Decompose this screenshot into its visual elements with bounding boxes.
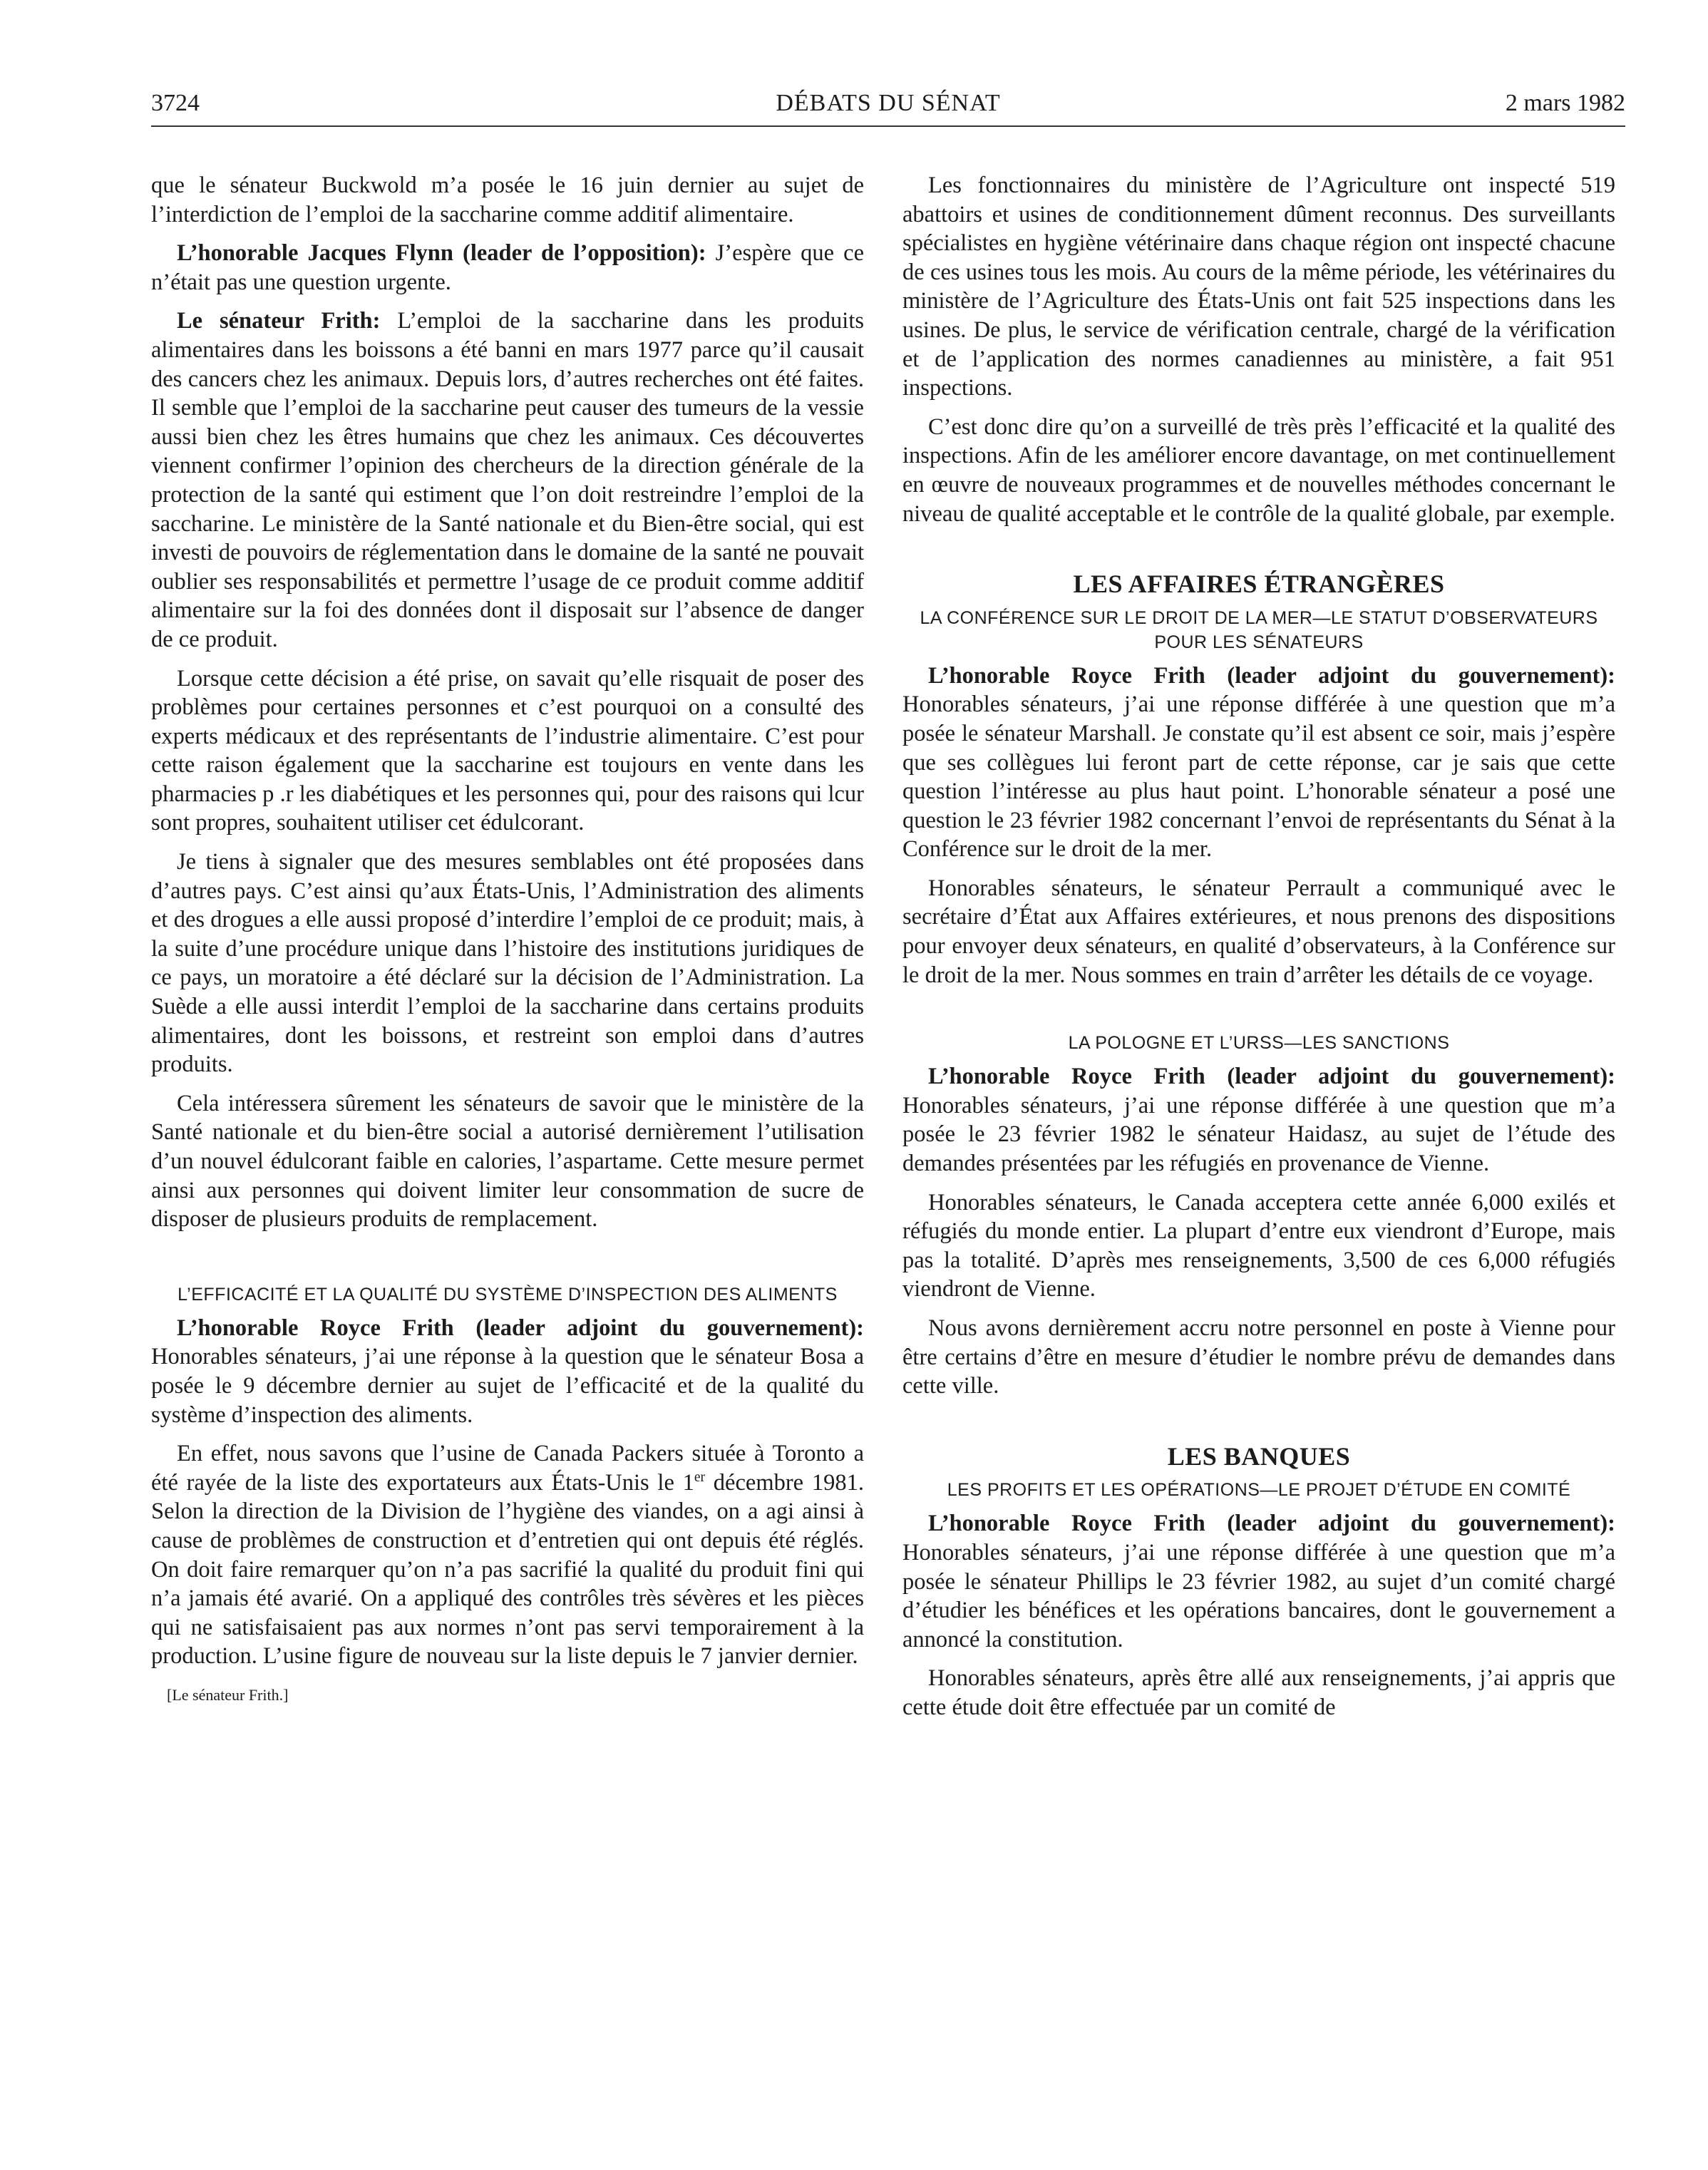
speaker-name: L’honorable Royce Frith (leader adjoint du gouvernement): (177, 1315, 864, 1341)
paragraph: Lorsque cette décision a été prise, on savait qu’elle risquait de poser des problèmes pour certaines personnes et c’est pourquoi on a consulté des experts médicaux et des représentants de l’industrie alimentaire. C’est pour cette raison également que la saccharine est toujours en vente dans les pharmacies p .r les diabétiques et les personnes qui, pour des raisons qui lcur sont propres, souhaitent utiliser cet édulcorant. (151, 665, 864, 836)
paragraph (902, 1509, 1615, 1654)
left-column (151, 171, 864, 1710)
publication-title: DÉBATS DU SÉNAT (776, 90, 1001, 116)
issue-date: 2 mars 1982 (1505, 90, 1625, 116)
speaker-name: L’honorable Jacques Flynn (leader de l’opposition): (177, 240, 706, 267)
page-number: 3724 (151, 90, 200, 116)
speech-text: J’espère que ce n’était pas une question urgente. (151, 240, 864, 295)
major-heading: LES AFFAIRES ÉTRANGÈRES (1073, 570, 1445, 599)
paragraph (151, 1439, 864, 1671)
speech-text: décembre 1981. Selon la direction de la Division de l’hygiène des viandes, on a agi ainsi à cause de problèmes de construction et d’entretien qui ont depuis été réglés. On doit faire remarquer qu’on n’a pas sacrifié la qualité du produit fini qui n’a jamais été avarié. On a appliqué des contrôles très sévères et les pièces qui ne satisfaisaient pas aux normes n’ont pas servi temporairement à la production. L’usine figure de nouveau sur la liste depuis le 7 janvier dernier. (151, 1469, 864, 1670)
paragraph (151, 307, 864, 654)
speaker-name: L’honorable Royce Frith (leader adjoint du gouvernement): (928, 1511, 1615, 1537)
paragraph (151, 1314, 864, 1429)
speech-text: L’emploi de la saccharine dans les produits alimentaires dans les boissons a été banni en mars 1977 parce qu’il causait des cancers chez les animaux. Depuis lors, d’autres recherches ont été faites. Il semble que l’emploi de la saccharine peut causer des tumeurs de la vessie aussi bien chez les êtres humains que chez les animaux. Ces découvertes viennent confirmer l’opinion des chercheurs de la direction générale de la protection de la santé qui estiment que l’on doit restreindre l’emploi de la saccharine. Le ministère de la Santé nationale et du Bien-être social, qui est investi de pouvoirs de réglementation dans le domaine de la santé ne pouvait oublier ses responsabilités et permettre l’usage de ce produit comme additif alimentaire sur la foi des données dont il disposait sur l’absence de danger de ce produit. (151, 308, 864, 652)
speech-text: Honorables sénateurs, j’ai une réponse différée à une question que m’a posée le sénateur Marshall. Je constate qu’il est absent ce soir, mais j’espère que ses collègues lui feront part de cette réponse, car je sais que cette question l’intéresse au plus haut point. L’honorable sénateur a posé une question le 23 février 1982 concernant l’envoi de représentants du Sénat à la Conférence sur le droit de la mer. (902, 691, 1615, 863)
section-subheading: LES PROFITS ET LES OPÉRATIONS—LE PROJET D’ÉTUDE EN COMITÉ (947, 1480, 1571, 1501)
speaker-name: Le sénateur Frith: (177, 308, 381, 334)
section-subheading: LA POLOGNE ET L’URSS—LES SANCTIONS (1068, 1033, 1450, 1054)
right-column (902, 171, 1615, 1732)
ordinal-superscript: er (694, 1469, 706, 1485)
speaker-name: L’honorable Royce Frith (leader adjoint du gouvernement): (928, 1064, 1615, 1090)
paragraph: Honorables sénateurs, le Canada acceptera cette année 6,000 exilés et réfugiés du monde entier. La plupart d’entre eux viendront d’Europe, mais pas la totalité. D’après mes renseignements, 3,500 de ces 6,000 réfugiés viendront de Vienne. (902, 1189, 1615, 1302)
paragraph: Les fonctionnaires du ministère de l’Agriculture ont inspecté 519 abattoirs et usines de conditionnement dûment reconnus. Des surveillants spécialistes en hygiène vétérinaire dans chaque région ont inspecté chacune de ces usines tous les mois. Au cours de la même période, les vétérinaires du ministère de l’Agriculture des États-Unis ont fait 525 inspections dans les usines. De plus, le service de vérification centrale, chargé de la vérification et de l’application des normes canadiennes au ministère, a fait 951 inspections. (902, 173, 1615, 401)
paragraph: Honorables sénateurs, le sénateur Perrault a communiqué avec le secrétaire d’État aux Affaires extérieures, et nous prenons des dispositions pour envoyer deux sénateurs, en qualité d’observateurs, à la Conférence sur le droit de la mer. Nous sommes en train d’arrêter les détails de ce voyage. (902, 875, 1615, 988)
section-subheading: LA CONFÉRENCE SUR LE DROIT DE LA MER—LE STATUT D’OBSERVATEURS POUR LES SÉNATEURS (920, 607, 1598, 652)
paragraph (902, 1062, 1615, 1178)
paragraph (902, 662, 1615, 864)
paragraph: Honorables sénateurs, après être allé aux renseignements, j’ai appris que cette étude doit être effectuée par un comité de (902, 1665, 1615, 1720)
section-spacer (902, 1411, 1615, 1442)
section-spacer (902, 538, 1615, 570)
paragraph: Nous avons dernièrement accru notre personnel en poste à Vienne pour être certains d’être en mesure d’étudier le nombre prévu de demandes dans cette ville. (902, 1315, 1615, 1399)
paragraph: Cela intéressera sûrement les sénateurs de savoir que le ministère de la Santé nationale et du bien-être social a autorisé dernièrement l’utilisation d’un nouvel édulcorant faible en calories, l’aspartame. Cette mesure permet ainsi aux personnes qui doivent limiter leur consommation de sucre de disposer de plusieurs produits de remplacement. (151, 1090, 864, 1233)
speech-text: En effet, nous savons que l’usine de Canada Packers située à Toronto a été rayée de la liste des exportateurs aux États-Unis le 1 (151, 1441, 864, 1496)
speech-text: Honorables sénateurs, j’ai une réponse à la question que le sénateur Bosa a posée le 9 décembre dernier au sujet de l’efficacité et de la qualité du système d’inspection des aliments. (151, 1344, 864, 1428)
paragraph: C’est donc dire qu’on a surveillé de très près l’efficacité et la qualité des inspections. Afin de les améliorer encore davantage, on met continuellement en œuvre de nouveaux programmes et de nouvelles méthodes concernant le niveau de qualité acceptable et le contrôle de la qualité globale, par exemple. (902, 413, 1615, 527)
section-spacer (151, 1244, 864, 1282)
major-heading: LES BANQUES (1167, 1441, 1351, 1471)
running-header (151, 87, 1625, 127)
speech-text: Honorables sénateurs, j’ai une réponse différée à une question que m’a posée le sénateur Phillips le 23 février 1982, au sujet d’un comité chargé d’étudier les bénéfices et les opérations bancaires, dont le gouvernement a annoncé la constitution. (902, 1539, 1615, 1652)
section-spacer (902, 999, 1615, 1031)
paragraph (151, 239, 864, 297)
paragraph: Je tiens à signaler que des mesures semblables ont été proposées dans d’autres pays. C’est ainsi qu’aux États-Unis, l’Administration des aliments et des drogues a elle aussi proposé d’interdire l’emploi de ce produit; mais, à la suite d’une procédure unique dans l’histoire des institutions juridiques de ce pays, un moratoire a été déclaré sur la décision de l’Administration. La Suède a elle aussi interdit l’emploi de la saccharine dans certains produits alimentaires, dont les boissons, et restreint son emploi dans d’autres produits. (151, 849, 864, 1078)
speaker-footnote: [Le sénateur Frith.] (167, 1685, 289, 1704)
section-subheading: L’EFFICACITÉ ET LA QUALITÉ DU SYSTÈME D’INSPECTION DES ALIMENTS (178, 1284, 838, 1305)
paragraph: que le sénateur Buckwold m’a posée le 16 juin dernier au sujet de l’interdiction de l’emploi de la saccharine comme additif alimentaire. (151, 173, 864, 227)
speaker-name: L’honorable Royce Frith (leader adjoint du gouvernement): (928, 662, 1615, 689)
speech-text: Honorables sénateurs, j’ai une réponse différée à une question que m’a posée le 23 février 1982 le sénateur Haidasz, au sujet de l’étude des demandes présentées par les réfugiés en provenance de Vienne. (902, 1092, 1615, 1177)
